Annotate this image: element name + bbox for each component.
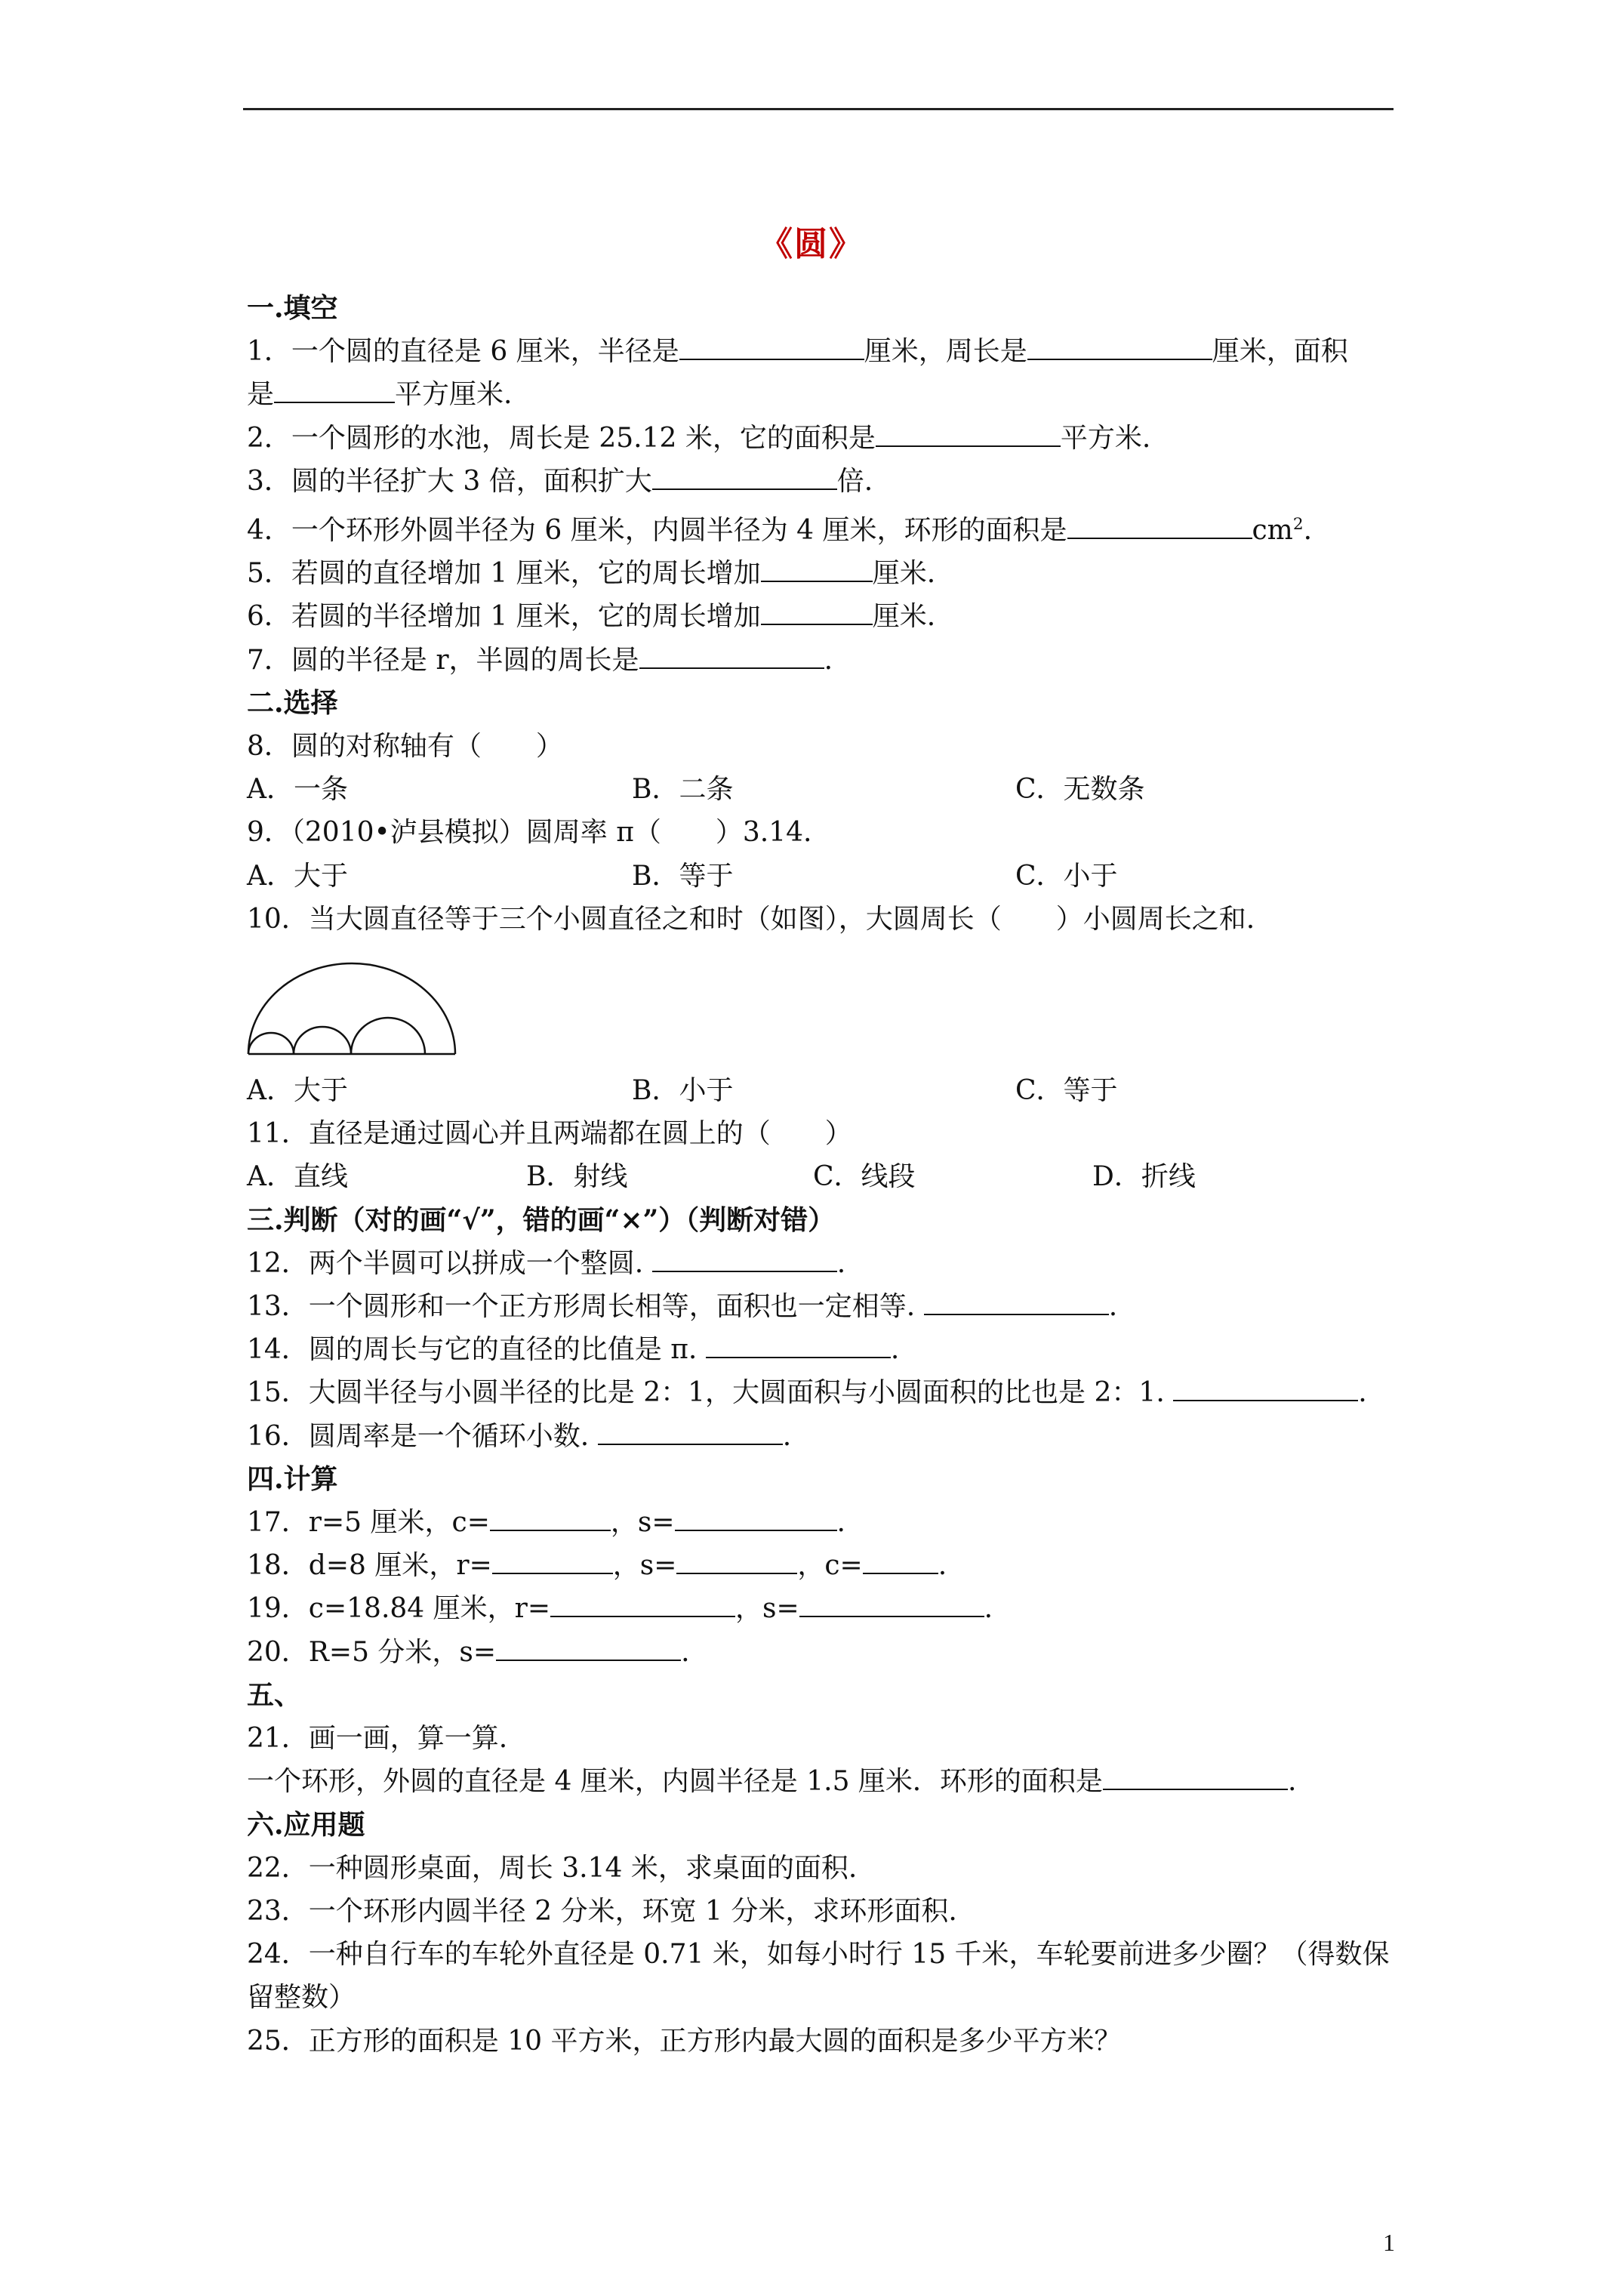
section-heading-choice: 二.选择 [247, 686, 338, 719]
answer-blank[interactable] [706, 1330, 891, 1358]
question-8-options [247, 768, 1402, 811]
question-23: 23．一个环形内圆半径 2 分米，环宽 1 分米，求环形面积. [247, 1895, 957, 1927]
section-heading-application: 六.应用题 [247, 1808, 365, 1841]
semicircles-diagram [247, 941, 466, 1069]
option-b[interactable]: B．射线 [526, 1161, 628, 1193]
answer-blank[interactable] [1027, 331, 1212, 360]
option-b[interactable]: B．等于 [632, 860, 734, 892]
option-c[interactable]: C．线段 [813, 1161, 916, 1193]
section-heading-calc: 四.计算 [247, 1462, 338, 1495]
option-b[interactable]: B．二条 [632, 774, 734, 806]
page-title: 《圆》 [759, 225, 864, 264]
answer-blank[interactable] [652, 461, 837, 490]
answer-blank[interactable] [679, 331, 864, 360]
answer-blank[interactable] [1067, 510, 1252, 539]
answer-blank[interactable] [496, 1632, 681, 1661]
option-c[interactable]: C．小于 [1015, 860, 1118, 892]
answer-blank[interactable] [676, 1546, 797, 1574]
page-number: 1 [1383, 2229, 1395, 2256]
option-a[interactable]: A．直线 [247, 1161, 348, 1193]
question-3: 3．圆的半径扩大 3 倍，面积扩大 倍. [247, 460, 1402, 503]
question-18: 18．d=8 厘米，r= ，s= ，c= . [247, 1544, 1402, 1587]
question-9: 9．（2010•泸县模拟）圆周率 π（ ）3.14. [247, 817, 812, 849]
small-semicircle-1 [248, 1033, 294, 1054]
question-17: 17．r=5 厘米，c= ，s= . [247, 1501, 1402, 1544]
answer-blank[interactable] [876, 418, 1061, 447]
question-10-options [247, 1069, 1402, 1112]
semicircle-figure [247, 941, 1402, 1069]
answer-blank[interactable] [1103, 1761, 1288, 1790]
answer-blank[interactable] [675, 1502, 837, 1531]
answer-blank[interactable] [550, 1589, 735, 1617]
answer-blank[interactable] [598, 1416, 783, 1445]
option-a[interactable]: A．大于 [247, 1075, 348, 1107]
question-5: 5．若圆的直径增加 1 厘米，它的周长增加 厘米. [247, 552, 1402, 595]
question-12: 12．两个半圆可以拼成一个整圆. . [247, 1242, 1402, 1285]
question-21-title: 21．画一画，算一算. [247, 1723, 508, 1755]
large-semicircle [248, 963, 455, 1054]
option-c[interactable]: C．无数条 [1015, 774, 1145, 806]
question-20: 20．R=5 分米，s= . [247, 1631, 1402, 1674]
answer-blank[interactable] [652, 1244, 837, 1272]
question-4: 4．一个环形外圆半径为 6 厘米，内圆半径为 4 厘米，环形的面积是 $cm^2$. [247, 503, 1402, 552]
answer-blank[interactable] [799, 1589, 984, 1617]
question-19: 19．c=18.84 厘米，r= ，s= . [247, 1587, 1402, 1630]
answer-blank[interactable] [639, 640, 824, 669]
question-25: 25．正方形的面积是 10 平方米，正方形内最大圆的面积是多少平方米？ [247, 2025, 1122, 2057]
answer-blank[interactable] [274, 374, 395, 403]
question-13: 13．一个圆形和一个正方形周长相等，面积也一定相等. . [247, 1285, 1402, 1328]
question-22: 22．一种圆形桌面，周长 3.14 米，求桌面的面积. [247, 1852, 858, 1884]
worksheet-body [247, 287, 1402, 2063]
answer-blank[interactable] [761, 553, 873, 582]
option-d[interactable]: D．折线 [1092, 1161, 1196, 1193]
section-heading-five: 五、 [247, 1678, 302, 1711]
question-9-options [247, 855, 1402, 898]
question-15: 15．大圆半径与小圆半径的比是 2：1，大圆面积与小圆面积的比也是 2：1. . [247, 1371, 1402, 1414]
small-semicircle-2 [294, 1027, 351, 1054]
question-1: 1．一个圆的直径是 6 厘米，半径是 厘米，周长是 厘米，面积 [247, 330, 1402, 373]
section-heading-fill: 一.填空 [247, 292, 338, 324]
small-semicircle-3 [351, 1018, 425, 1054]
question-7: 7．圆的半径是 r，半圆的周长是 . [247, 639, 1402, 682]
answer-blank[interactable] [1173, 1373, 1358, 1401]
question-14: 14．圆的周长与它的直径的比值是 π. . [247, 1328, 1402, 1371]
question-6: 6．若圆的半径增加 1 厘米，它的周长增加 厘米. [247, 595, 1402, 638]
question-11: 11．直径是通过圆心并且两端都在圆上的（ ） [247, 1118, 852, 1150]
answer-blank[interactable] [863, 1546, 938, 1574]
option-a[interactable]: A．一条 [247, 774, 348, 806]
answer-blank[interactable] [761, 596, 873, 625]
question-11-options [247, 1155, 1402, 1198]
question-1-cont: 是 平方厘米. [247, 373, 1402, 416]
option-c[interactable]: C．等于 [1015, 1075, 1118, 1107]
question-16: 16．圆周率是一个循环小数. . [247, 1415, 1402, 1458]
section-heading-judge: 三.判断（对的画“√”，错的画“×”）（判断对错） [247, 1203, 836, 1236]
answer-blank[interactable] [492, 1546, 613, 1574]
question-21: 一个环形，外圆的直径是 4 厘米，内圆半径是 1.5 厘米．环形的面积是 . [247, 1760, 1402, 1803]
answer-blank[interactable] [924, 1287, 1109, 1315]
answer-blank[interactable] [490, 1502, 611, 1531]
question-8: 8．圆的对称轴有（ ） [247, 731, 563, 763]
option-b[interactable]: B．小于 [632, 1075, 734, 1107]
question-10: 10．当大圆直径等于三个小圆直径之和时（如图），大圆周长（ ）小圆周长之和. [247, 903, 1255, 935]
header-rule [243, 108, 1394, 110]
question-2: 2．一个圆形的水池，周长是 25.12 米，它的面积是 平方米. [247, 417, 1402, 460]
question-24: 24．一种自行车的车轮外直径是 0.71 米，如每小时行 15 千米，车轮要前进多少圈？（得数保留整数） [247, 1939, 1390, 2014]
option-a[interactable]: A．大于 [247, 860, 348, 892]
